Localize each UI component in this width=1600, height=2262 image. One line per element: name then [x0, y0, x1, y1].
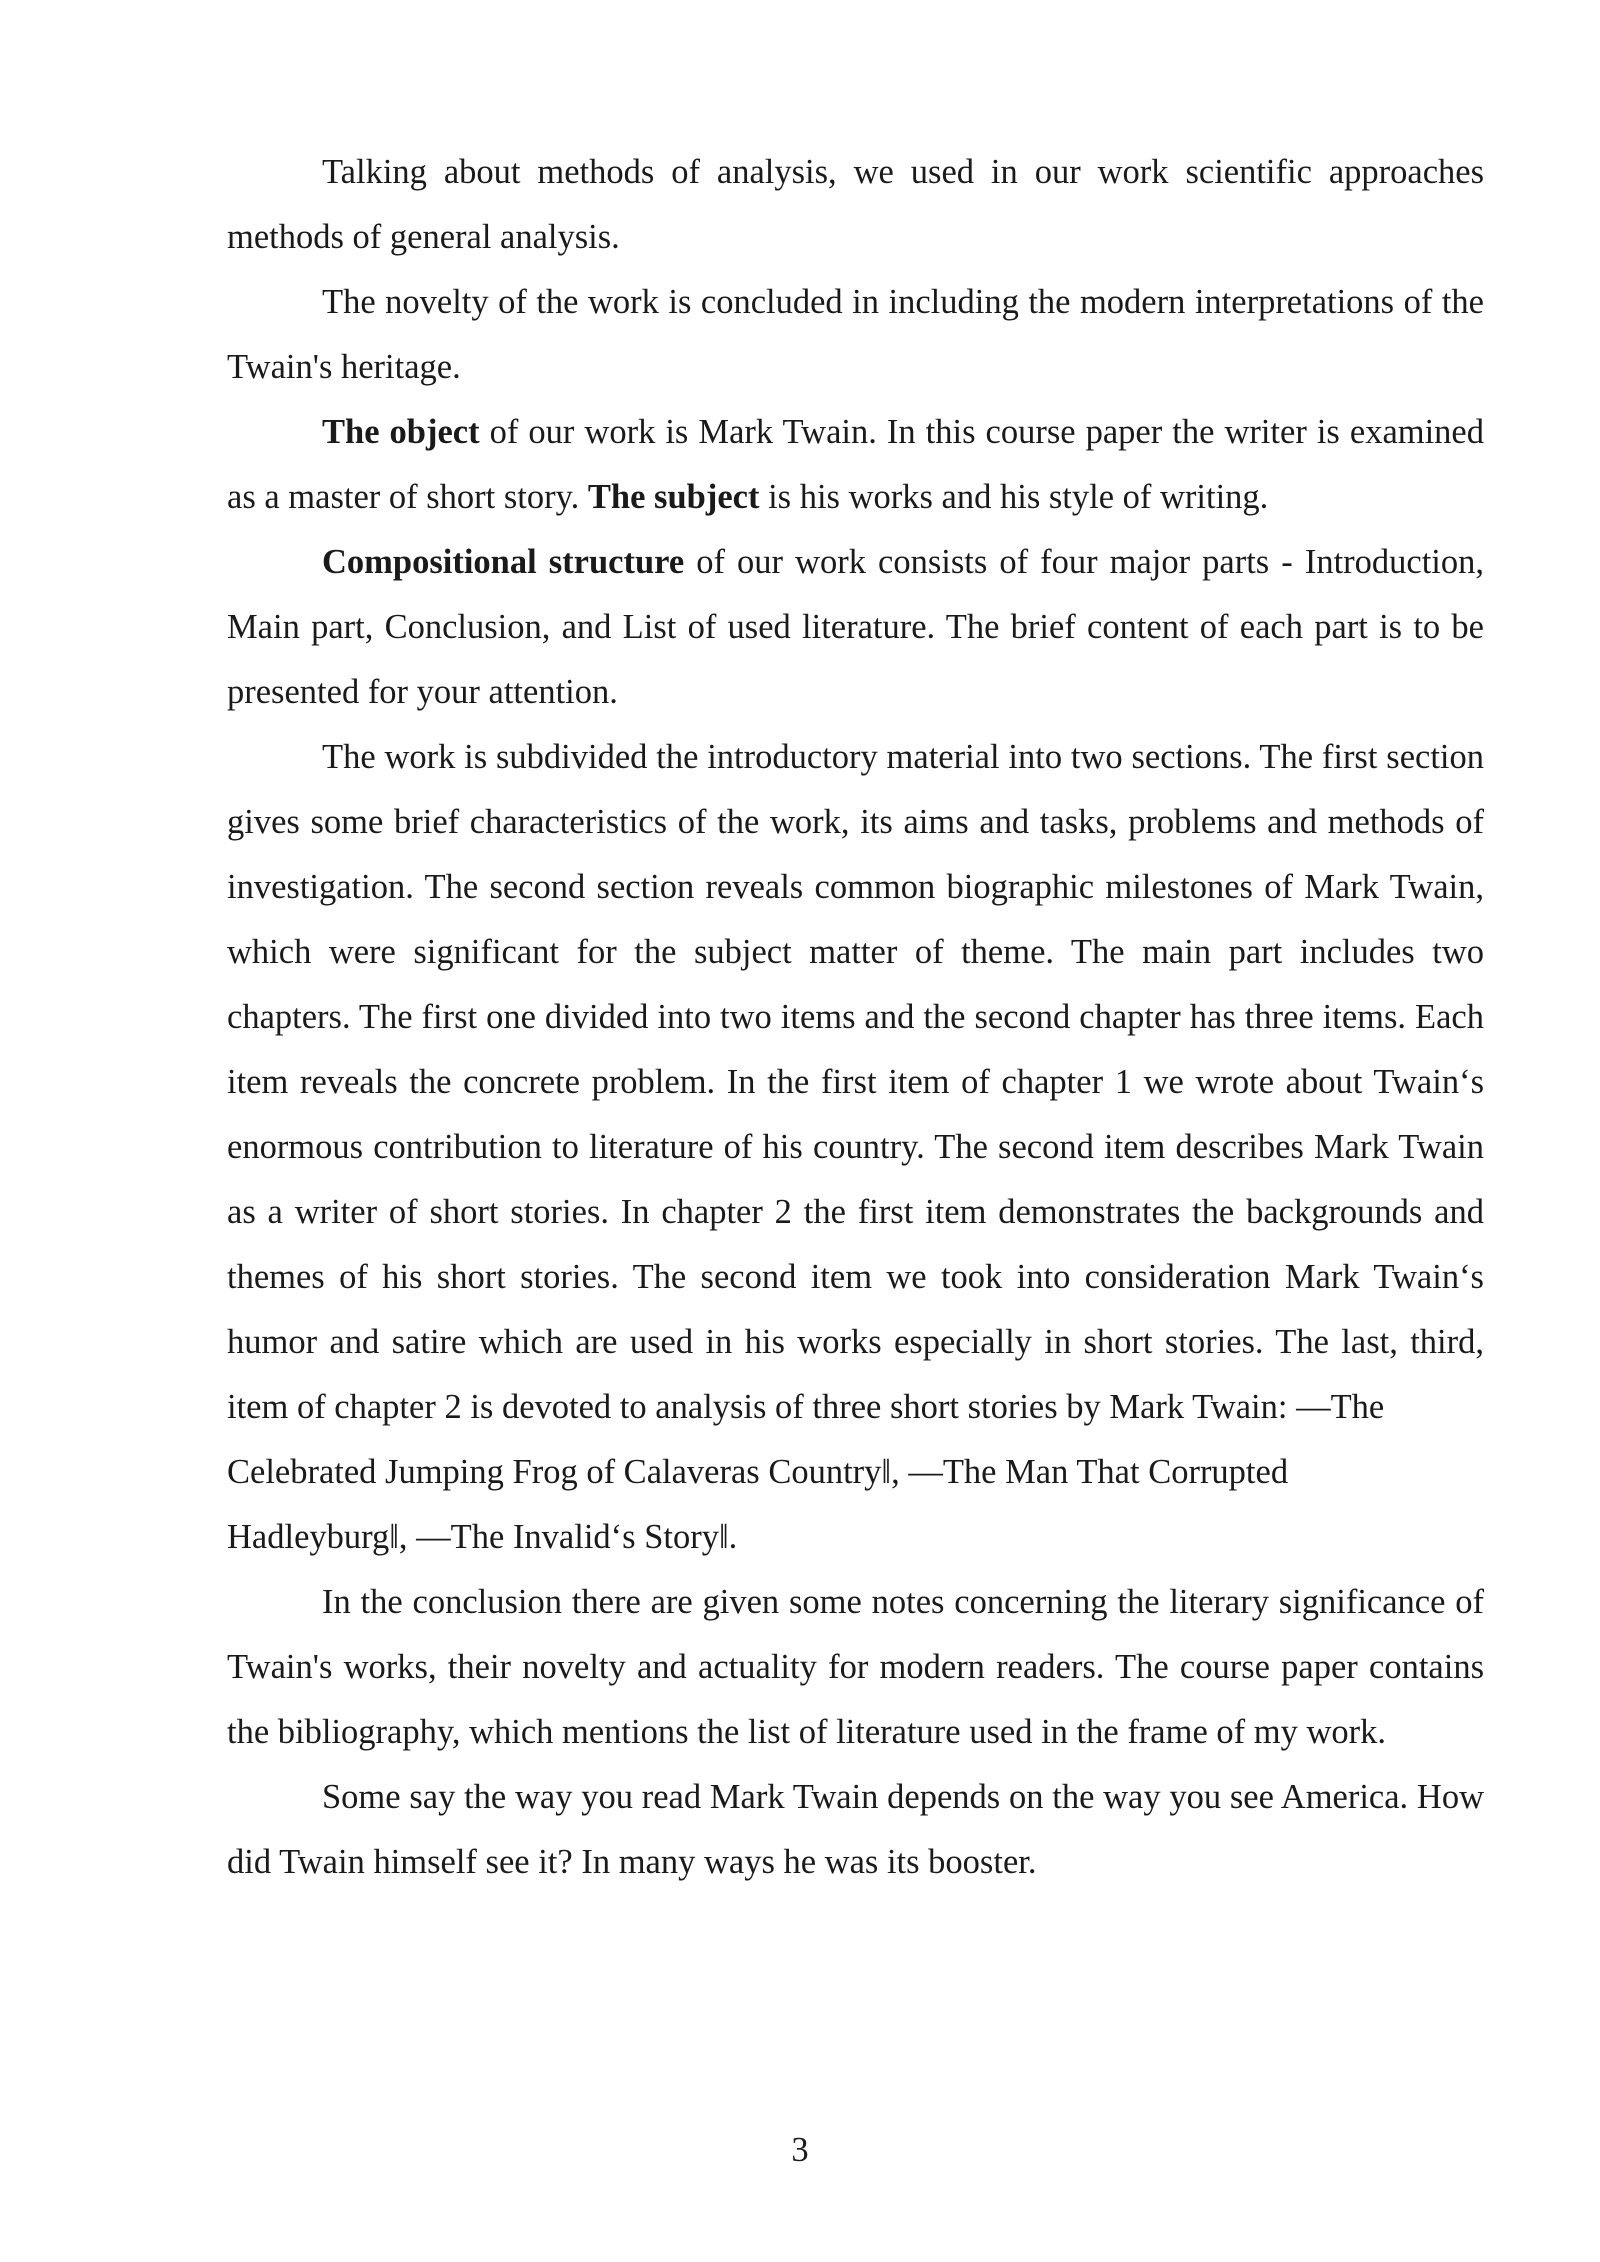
paragraph-contents-line-titles: Celebrated Jumping Frog of Calaveras Country‖, —The Man That Corrupted: [227, 1453, 1289, 1491]
term-compositional-structure: Compositional structure: [322, 543, 685, 581]
paragraph-structure-text: of our work consists of four major parts - Introduction, Main part, Conclusion, and List of used literature. The brief content of each part is to be presented for your attention.: [227, 543, 1485, 711]
page-number: 3: [791, 2131, 809, 2169]
paragraph-contents: [227, 725, 1484, 1570]
paragraph-contents-main: The work is subdivided the introductory material into two sections. The first section gives some brief characteristics of the work, its aims and tasks, problems and methods of investigation. The second section reveals common biographic milestones of Mark Twain, which were significant for the subject matter of theme. The main part includes two chapters. The first one divided into two items and the second chapter has three items. Each item reveals the concrete problem. In the first item of chapter 1 we wrote about Twain‘s enormous contribution to literature of his country. The second item describes Mark Twain as a writer of short stories. In chapter 2 the first item demonstrates the backgrounds and themes of his short stories. The second item we took into consideration Mark Twain‘s humor and satire which are used in his works especially in short stories. The last, third, item of chapter 2 is devoted to analysis of three short stories by Mark Twain: —The: [227, 738, 1484, 1426]
paragraph-subject-text: is his works and his style of writing.: [759, 478, 1269, 516]
paragraph-conclusion: In the conclusion there are given some notes concerning the literary significance of Twain's works, their novelty and actuality for modern readers. The course paper contains the bibliography, which mentions the list of literature used in the frame of my work.: [227, 1583, 1484, 1751]
paragraph-object-subject: [227, 400, 1484, 530]
paragraph-contents-line-end: Hadleyburg‖, —The Invalid‘s Story‖.: [227, 1518, 738, 1556]
term-subject: The subject: [587, 478, 760, 516]
body-text: [227, 140, 1484, 1895]
term-object: The object: [322, 413, 480, 451]
paragraph-america: Some say the way you read Mark Twain depends on the way you see America. How did Twain himself see it? In many ways he was its booster.: [227, 1778, 1484, 1881]
paragraph-methods: Talking about methods of analysis, we used in our work scientific approaches methods of general analysis.: [227, 153, 1484, 256]
paragraph-object-text: of our work is Mark Twain. In this course paper the writer is examined as a master of short story.: [227, 413, 1484, 516]
paragraph-structure: [227, 530, 1484, 725]
paragraph-novelty: The novelty of the work is concluded in including the modern interpretations of the Twain's heritage.: [227, 283, 1484, 386]
